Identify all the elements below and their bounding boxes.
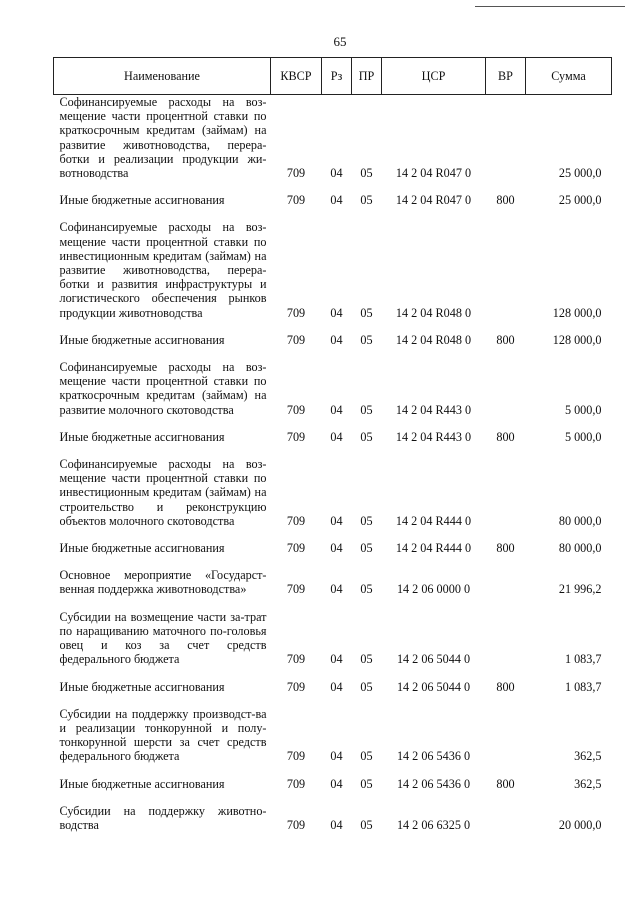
row-kvsr: 709 bbox=[286, 776, 306, 791]
row-kvsr: 709 bbox=[286, 582, 306, 597]
row-kvsr: 709 bbox=[286, 817, 306, 832]
row-sum: 25 000,0 bbox=[558, 193, 602, 208]
row-vr: 800 bbox=[496, 679, 515, 694]
row-name: Иные бюджетные ассигнования bbox=[59, 679, 225, 694]
row-vr bbox=[486, 457, 526, 541]
row-sum: 25 000,0 bbox=[558, 166, 602, 181]
row-pr: 05 bbox=[360, 305, 373, 320]
table-row bbox=[54, 457, 612, 541]
row-rz: 04 bbox=[330, 513, 343, 528]
row-csr: 14 2 04 R047 0 bbox=[395, 193, 472, 208]
row-kvsr: 709 bbox=[286, 193, 306, 208]
row-kvsr: 709 bbox=[286, 305, 306, 320]
row-rz: 04 bbox=[330, 305, 343, 320]
row-sum: 362,5 bbox=[574, 749, 602, 764]
row-vr bbox=[486, 568, 526, 609]
row-vr: 800 bbox=[496, 332, 515, 347]
row-csr: 14 2 06 5436 0 bbox=[396, 749, 471, 764]
row-pr: 05 bbox=[360, 402, 373, 417]
row-rz: 04 bbox=[330, 541, 343, 556]
row-name: Основное мероприятие «Государст-венная поддержка животноводства» bbox=[59, 568, 267, 597]
row-rz: 04 bbox=[330, 817, 343, 832]
table-row bbox=[54, 95, 612, 194]
row-pr: 05 bbox=[360, 193, 373, 208]
row-csr: 14 2 04 R443 0 bbox=[395, 429, 472, 444]
header-name: Наименование bbox=[54, 58, 271, 95]
row-kvsr: 709 bbox=[286, 429, 306, 444]
row-pr: 05 bbox=[360, 582, 373, 597]
row-sum: 5 000,0 bbox=[564, 402, 602, 417]
row-name: Субсидии на поддержку производст-ва и реализации тонкорунной и полу-тонкорунной шерсти за счет средств федерального бюджета bbox=[59, 706, 267, 764]
row-name: Иные бюджетные ассигнования bbox=[59, 193, 225, 208]
row-vr: 800 bbox=[496, 541, 515, 556]
table-row bbox=[54, 430, 612, 457]
row-pr: 05 bbox=[360, 652, 373, 667]
row-pr: 05 bbox=[360, 776, 373, 791]
row-kvsr: 709 bbox=[286, 541, 306, 556]
row-sum: 128 000,0 bbox=[552, 332, 602, 347]
row-kvsr: 709 bbox=[286, 652, 306, 667]
row-rz: 04 bbox=[330, 429, 343, 444]
header-rz: Рз bbox=[322, 58, 352, 95]
row-kvsr: 709 bbox=[286, 513, 306, 528]
row-sum: 80 000,0 bbox=[558, 513, 602, 528]
row-csr: 14 2 06 5044 0 bbox=[396, 679, 471, 694]
row-sum: 1 083,7 bbox=[564, 679, 602, 694]
table-header-row bbox=[54, 58, 612, 95]
row-name: Иные бюджетные ассигнования bbox=[59, 429, 225, 444]
row-vr bbox=[486, 220, 526, 332]
top-rule bbox=[475, 6, 625, 7]
row-sum: 1 083,7 bbox=[564, 652, 602, 667]
row-kvsr: 709 bbox=[286, 332, 306, 347]
header-kvsr: КВСР bbox=[271, 58, 322, 95]
row-vr: 800 bbox=[496, 776, 515, 791]
row-vr bbox=[486, 707, 526, 777]
row-csr: 14 2 06 6325 0 bbox=[396, 817, 471, 832]
header-sum: Сумма bbox=[526, 58, 612, 95]
row-vr bbox=[486, 95, 526, 194]
row-csr: 14 2 04 R444 0 bbox=[395, 513, 472, 528]
row-csr: 14 2 04 R444 0 bbox=[395, 541, 472, 556]
row-csr: 14 2 04 R443 0 bbox=[395, 402, 472, 417]
row-csr: 14 2 06 0000 0 bbox=[396, 582, 471, 597]
row-vr bbox=[486, 610, 526, 680]
row-pr: 05 bbox=[360, 679, 373, 694]
row-kvsr: 709 bbox=[286, 749, 306, 764]
row-rz: 04 bbox=[330, 679, 343, 694]
row-rz: 04 bbox=[330, 652, 343, 667]
table-row bbox=[54, 777, 612, 804]
row-csr: 14 2 06 5044 0 bbox=[396, 652, 471, 667]
row-name: Иные бюджетные ассигнования bbox=[59, 541, 225, 556]
row-rz: 04 bbox=[330, 402, 343, 417]
row-rz: 04 bbox=[330, 749, 343, 764]
row-sum: 362,5 bbox=[574, 776, 602, 791]
table-row bbox=[54, 220, 612, 332]
row-vr: 800 bbox=[496, 193, 515, 208]
row-kvsr: 709 bbox=[286, 679, 306, 694]
row-sum: 80 000,0 bbox=[558, 541, 602, 556]
row-kvsr: 709 bbox=[286, 402, 306, 417]
row-csr: 14 2 04 R048 0 bbox=[395, 332, 472, 347]
header-csr: ЦСР bbox=[382, 58, 486, 95]
row-name: Субсидии на поддержку животно-водства bbox=[59, 803, 267, 832]
row-sum: 20 000,0 bbox=[558, 817, 602, 832]
row-pr: 05 bbox=[360, 817, 373, 832]
row-pr: 05 bbox=[360, 541, 373, 556]
header-pr: ПР bbox=[352, 58, 382, 95]
row-rz: 04 bbox=[330, 193, 343, 208]
row-rz: 04 bbox=[330, 166, 343, 181]
row-vr bbox=[486, 804, 526, 832]
row-rz: 04 bbox=[330, 582, 343, 597]
row-pr: 05 bbox=[360, 513, 373, 528]
row-sum: 128 000,0 bbox=[552, 305, 602, 320]
table-row bbox=[54, 610, 612, 680]
row-vr: 800 bbox=[496, 429, 515, 444]
row-name: Софинансируемые расходы на воз-мещение части процентной ставки по инвестиционным кредитам (займам) на развитие животноводства, перера-ботки и развития инфраструктуры и логистического обеспечения рынков продукции животноводства bbox=[59, 220, 267, 320]
table-row bbox=[54, 804, 612, 832]
table-row bbox=[54, 707, 612, 777]
header-vr: ВР bbox=[486, 58, 526, 95]
table-row bbox=[54, 333, 612, 360]
row-name: Софинансируемые расходы на воз-мещение части процентной ставки по краткосрочным кредитам (займам) на развитие животноводства, перера-ботки и реализации продукции жи-вотноводства bbox=[59, 95, 267, 181]
row-csr: 14 2 04 R048 0 bbox=[395, 305, 472, 320]
budget-table bbox=[53, 57, 612, 832]
table-row bbox=[54, 680, 612, 707]
row-csr: 14 2 04 R047 0 bbox=[395, 166, 472, 181]
row-rz: 04 bbox=[330, 776, 343, 791]
row-rz: 04 bbox=[330, 332, 343, 347]
row-name: Софинансируемые расходы на воз-мещение части процентной ставки по краткосрочным кредитам (займам) на развитие молочного скотоводства bbox=[59, 360, 267, 417]
table-row bbox=[54, 568, 612, 609]
row-pr: 05 bbox=[360, 332, 373, 347]
table-row bbox=[54, 360, 612, 430]
row-pr: 05 bbox=[360, 166, 373, 181]
row-name: Иные бюджетные ассигнования bbox=[59, 776, 225, 791]
row-name: Иные бюджетные ассигнования bbox=[59, 332, 225, 347]
row-kvsr: 709 bbox=[286, 166, 306, 181]
row-pr: 05 bbox=[360, 749, 373, 764]
row-pr: 05 bbox=[360, 429, 373, 444]
row-sum: 21 996,2 bbox=[558, 582, 602, 597]
table-row bbox=[54, 193, 612, 220]
page-number: 65 bbox=[333, 34, 347, 49]
table-row bbox=[54, 541, 612, 568]
row-sum: 5 000,0 bbox=[564, 429, 602, 444]
row-name: Софинансируемые расходы на воз-мещение части процентной ставки по инвестиционным кредитам (займам) на строительство и реконструкцию объектов молочного скотоводства bbox=[59, 457, 267, 528]
row-name: Субсидии на возмещение части за-трат по наращиванию маточного по-головья овец и коз за счет средств федерального бюджета bbox=[59, 609, 267, 667]
row-csr: 14 2 06 5436 0 bbox=[396, 776, 471, 791]
row-vr bbox=[486, 360, 526, 430]
